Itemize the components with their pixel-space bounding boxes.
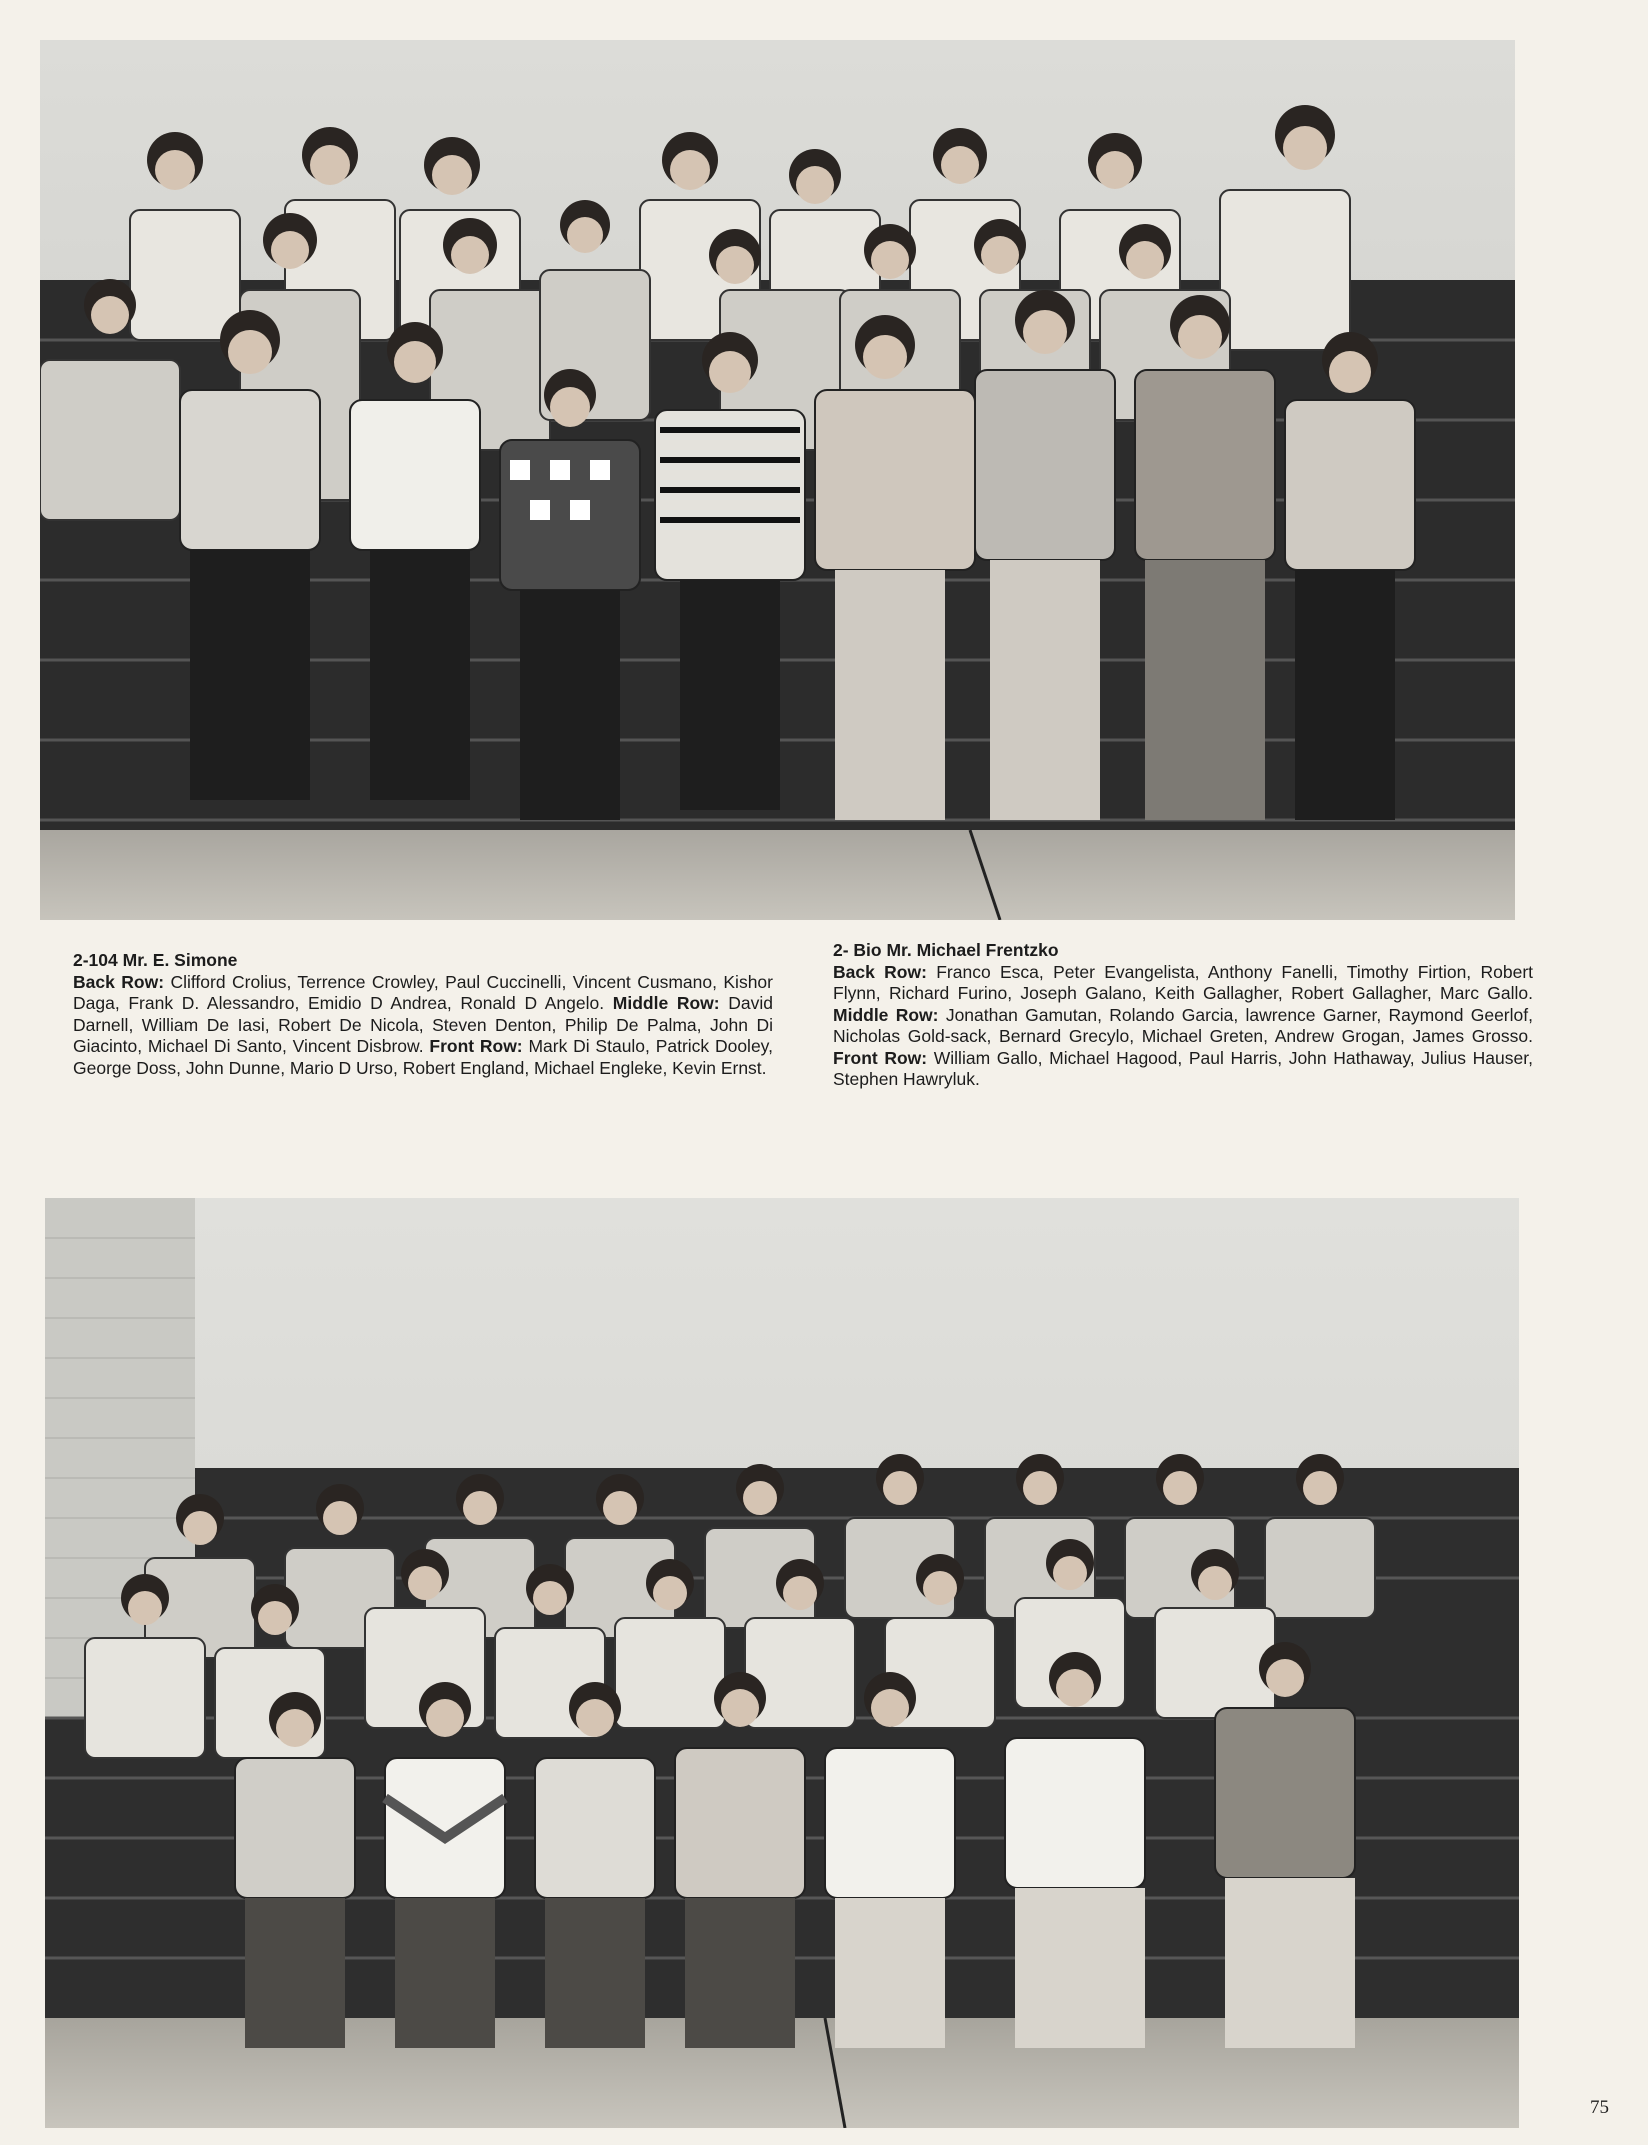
- photo-bottom-image: [45, 1198, 1519, 2128]
- middle-row-names: Jonathan Gamutan, Rolando Garcia, lawrence Garner, Raymond Geerlof, Nicholas Gold-sack, Bernard Grecylo, Michael Greten, Andrew Grogan, James Grosso.: [833, 1004, 1533, 1046]
- page-number: 75: [1590, 2097, 1609, 2118]
- front-row-label: Front Row:: [429, 1036, 523, 1056]
- caption-left: [73, 950, 773, 1079]
- middle-row-names: David Darnell, William De Iasi, Robert De Nicola, Steven Denton, Philip De Palma, John Di Giacinto, Michael Di Santo, Vincent Disbrow.: [73, 993, 773, 1056]
- back-row-names: Clifford Crolius, Terrence Crowley, Paul Cuccinelli, Vincent Cusmano, Kishor Daga, Frank D. Alessandro, Emidio D Andrea, Ronald D Angelo.: [73, 971, 773, 1013]
- caption-heading: 2- Bio Mr. Michael Frentzko: [833, 940, 1059, 960]
- front-row-names: Mark Di Staulo, Patrick Dooley, George Doss, John Dunne, Mario D Urso, Robert England, Michael Engleke, Kevin Ernst.: [73, 1036, 773, 1078]
- class-photo-top: [40, 40, 1515, 920]
- front-row-label: Front Row:: [833, 1047, 928, 1068]
- back-row-label: Back Row:: [73, 971, 165, 992]
- class-photo-bottom: [45, 1198, 1519, 2128]
- photo-top-image: [40, 40, 1515, 920]
- middle-row-label: Middle Row:: [833, 1004, 939, 1025]
- middle-row-label: Middle Row:: [612, 993, 720, 1013]
- caption-right: [833, 940, 1533, 1091]
- back-row-label: Back Row:: [833, 961, 927, 982]
- back-row-names: Franco Esca, Peter Evangelista, Anthony Fanelli, Timothy Firtion, Robert Flynn, Richard Furino, Joseph Galano, Keith Gallagher, Robert Gallagher, Marc Gallo.: [833, 961, 1534, 1003]
- caption-heading: 2-104 Mr. E. Simone: [73, 950, 238, 970]
- front-row-names: William Gallo, Michael Hagood, Paul Harris, John Hathaway, Julius Hauser, Stephen Hawryluk.: [833, 1047, 1533, 1089]
